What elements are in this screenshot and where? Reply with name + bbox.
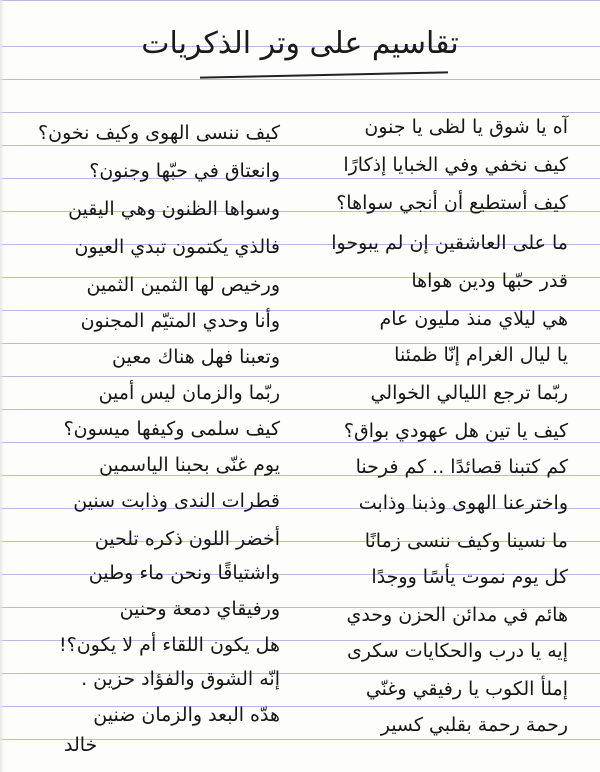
title-underline: [200, 71, 448, 78]
right-verse-2: كيف نخفي وفي الخبايا إذكارًا: [343, 154, 568, 176]
right-verse-16: إملأ الكوب يا رفيقي وغنّي: [365, 678, 568, 700]
right-verse-4: ما على العاشقين إن لم يبوحوا: [331, 232, 568, 254]
left-verse-12: أخضر اللون ذكره تلحين: [94, 528, 280, 550]
right-verse-6: هي ليلاي منذ مليون عام: [379, 308, 568, 330]
left-verse-17: هدّه البعد والزمان ضنين: [93, 704, 280, 726]
left-verse-14: ورفيقاي دمعة وحنين: [119, 598, 280, 620]
right-verse-12: ما نسينا وكيف ننسى زمانًا: [364, 530, 568, 552]
left-verse-7: وتعبنا فهل هناك معين: [112, 346, 280, 368]
left-verse-6: وأنا وحدي المتيّم المجنون: [80, 310, 280, 332]
right-verse-11: واخترعنا الهوى وذبنا وذابت: [358, 492, 568, 514]
right-verse-10: كم كتبنا قصائدًا .. كم فرحنا: [355, 456, 568, 478]
left-verse-1: كيف ننسى الهوى وكيف نخون؟: [38, 122, 280, 144]
left-verse-13: واشتياقًا ونحن ماء وطين: [88, 562, 280, 584]
left-verse-16: إنّه الشوق والفؤاد حزين .: [81, 668, 280, 690]
left-verse-4: فالذي يكتمون تبدي العيون: [74, 236, 280, 258]
left-verse-15: هل يكون اللقاء أم لا يكون؟!: [59, 634, 280, 656]
left-verse-5: ورخيص لها الثمين الثمين: [86, 274, 280, 296]
left-verse-2: وانعتاق في حبّها وجنون؟: [89, 160, 280, 182]
right-verse-17: رحمة رحمة بقلبي كسير: [380, 714, 568, 736]
left-verse-3: وسواها الظنون وهي اليقين: [68, 198, 280, 220]
poem-title: تقاسيم على وتر الذكريات: [141, 26, 459, 61]
right-verse-7: يا ليال الغرام إنّا ظمئنا: [394, 344, 568, 366]
author-signature: خالد: [64, 734, 98, 756]
right-verse-8: ربّما ترجع الليالي الخوالي: [370, 382, 568, 404]
right-verse-5: قدر حبّها ودين هواها: [411, 270, 568, 292]
left-verse-11: قطرات الندى وذابت سنين: [73, 490, 280, 512]
left-verse-9: كيف سلمى وكيفها ميسون؟: [63, 418, 280, 440]
right-verse-15: إيه يا درب والحكايات سكرى: [346, 640, 568, 662]
right-verse-1: آه يا شوق يا لظى يا جنون: [364, 116, 568, 138]
right-verse-14: هائم في مدائن الحزن وحدي: [346, 604, 568, 626]
left-verse-8: ربّما والزمان ليس أمين: [98, 382, 280, 404]
right-verse-3: كيف أستطيع أن أنجي سواها؟: [336, 192, 568, 214]
right-verse-13: كل يوم نموت يأسًا ووجدًا: [371, 566, 568, 588]
right-verse-9: كيف يا تين هل عهودي بواق؟: [343, 420, 568, 442]
left-verse-10: يوم غنّى بحبنا الياسمين: [99, 454, 280, 476]
